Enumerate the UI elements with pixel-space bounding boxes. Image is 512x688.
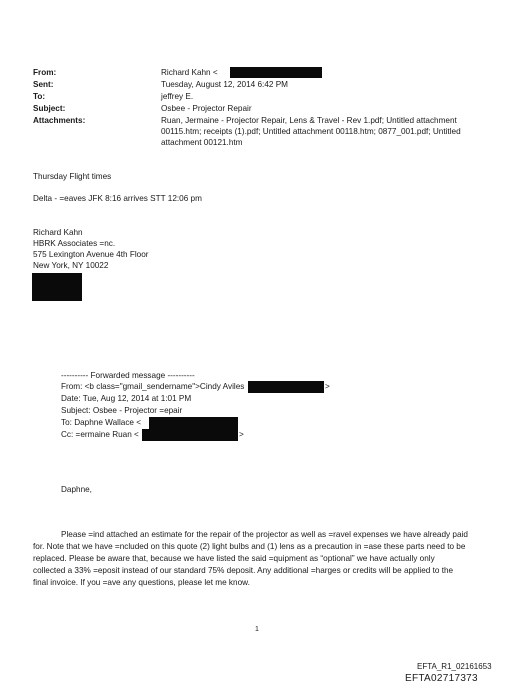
sent-value: Tuesday, August 12, 2014 6:42 PM [161, 80, 288, 89]
forwarded-cc-tail: > [239, 430, 244, 439]
from-value: Richard Kahn < [161, 68, 218, 77]
forwarded-cc: Cc: =ermaine Ruan < [61, 430, 139, 439]
flight-heading: Thursday Flight times [33, 172, 112, 181]
redaction-block [230, 67, 322, 78]
redaction-block [142, 429, 238, 441]
letter-line: final invoice. If you =ave any questions, please let me know. [33, 578, 250, 587]
letter-line: collected a 33% =eposit instead of our standard 75% deposit. Any additional =harges or credits will be applied to the [33, 566, 454, 575]
signature-line: HBRK Associates =nc. [33, 239, 116, 248]
letter-greeting: Daphne, [61, 485, 92, 494]
redaction-block [248, 381, 324, 393]
signature-line: New York, NY 10022 [33, 261, 109, 270]
attachments-line: Ruan, Jermaine - Projector Repair, Lens & Travel - Rev 1.pdf; Untitled attachment [161, 116, 457, 125]
attachments-line: attachment 00121.htm [161, 138, 243, 147]
attachments-label: Attachments: [33, 116, 86, 125]
redaction-block [149, 417, 238, 429]
forwarded-from-tail: > [325, 382, 330, 391]
signature-line: Richard Kahn [33, 228, 83, 237]
signature-line: 575 Lexington Avenue 4th Floor [33, 250, 149, 259]
bates-number: EFTA02717373 [405, 673, 478, 684]
subject-label: Subject: [33, 104, 66, 113]
letter-line: replaced. Please be aware that, because we have listed the said =quipment as “optional” we have actually only [33, 554, 435, 563]
sent-label: Sent: [33, 80, 54, 89]
to-label: To: [33, 92, 46, 101]
to-value: jeffrey E. [161, 92, 194, 101]
flight-detail: Delta - =eaves JFK 8:16 arrives STT 12:06 pm [33, 194, 202, 203]
forwarded-subject: Subject: Osbee - Projector =epair [61, 406, 183, 415]
page-number: 1 [255, 626, 259, 633]
forwarded-date: Date: Tue, Aug 12, 2014 at 1:01 PM [61, 394, 192, 403]
attachments-line: 00115.htm; receipts (1).pdf; Untitled attachment 00118.htm; 0877_001.pdf; Untitled [161, 127, 461, 136]
letter-line: for. Note that we have =ncluded on this quote (2) light bulbs and (1) lens as a precaution in =ase these parts need to be [33, 542, 466, 551]
forwarded-from: From: <b class="gmail_sendername">Cindy Aviles [61, 382, 245, 391]
subject-value: Osbee - Projector Repair [161, 104, 252, 113]
redaction-block [32, 273, 82, 301]
forwarded-to: To: Daphne Wallace < [61, 418, 142, 427]
bates-number: EFTA_R1_02161653 [417, 662, 492, 671]
forwarded-divider: ---------- Forwarded message ---------- [61, 371, 195, 380]
from-label: From: [33, 68, 57, 77]
letter-line: Please =ind attached an estimate for the repair of the projector as well as =ravel expenses we have already paid [61, 530, 468, 539]
